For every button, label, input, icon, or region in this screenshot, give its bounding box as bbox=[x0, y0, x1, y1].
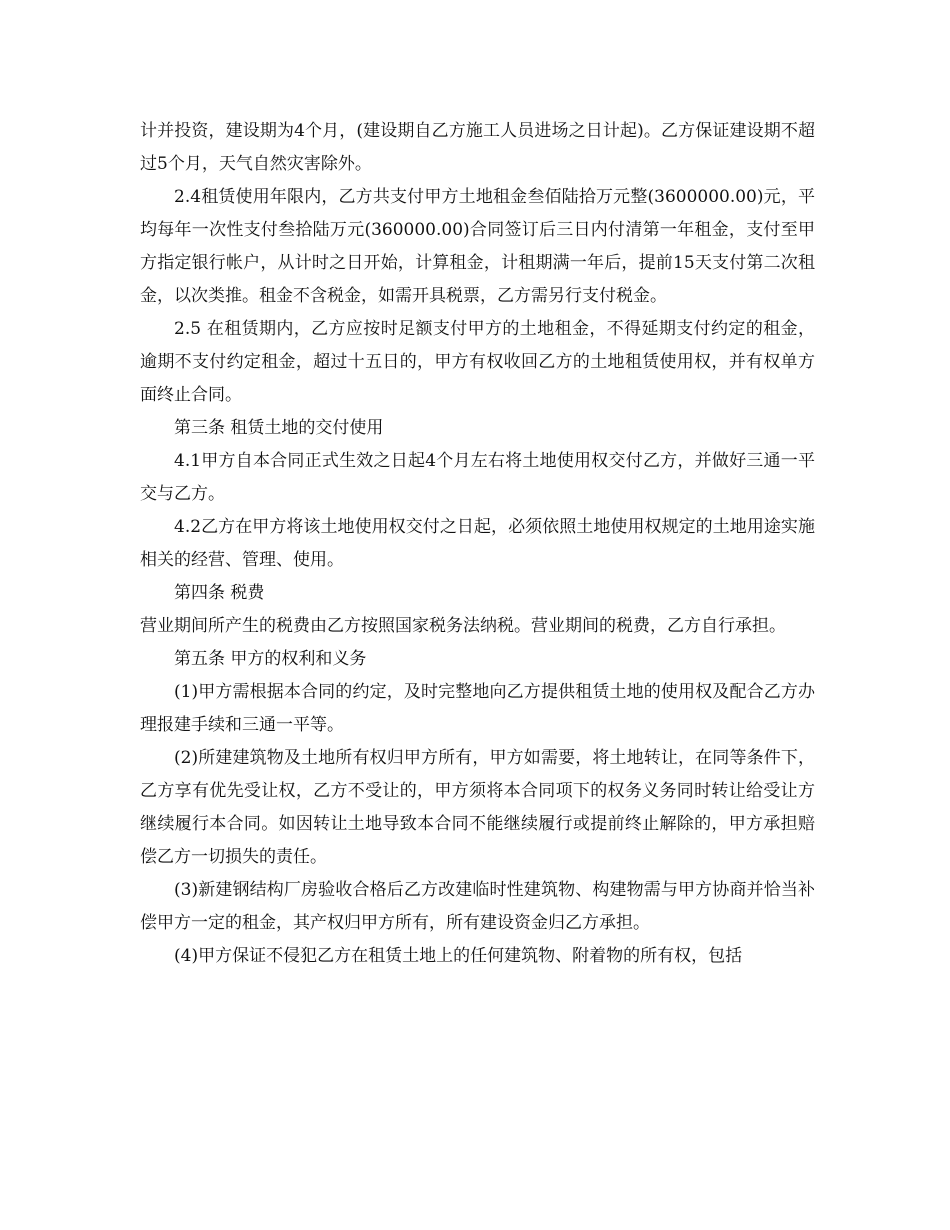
paragraph-party-a-duty-1: (1)甲方需根据本合同的约定，及时完整地向乙方提供租赁土地的使用权及配合乙方办理报建手续和三通一平等。 bbox=[140, 682, 815, 735]
paragraph-2-4-rent-payment: 2.4租赁使用年限内，乙方共支付甲方土地租金叁佰陆拾万元整(3600000.00)元，平均每年一次性支付叁拾陆万元(360000.00)合同签订后三日内付清第一年租金，支付至甲方指定银行帐户，从计时之日开始，计算租金，计租期满一年后，提前15天支付第二次租金，以次类推。租金不含税金，如需开具税票，乙方需另行支付税金。 bbox=[140, 187, 815, 306]
paragraph-taxes: 营业期间所产生的税费由乙方按照国家税务法纳税。营业期间的税费，乙方自行承担。 bbox=[140, 616, 786, 636]
paragraph-4-2-usage: 4.2乙方在甲方将该土地使用权交付之日起，必须依照土地使用权规定的土地用途实施相关的经营、管理、使用。 bbox=[140, 517, 815, 570]
paragraph-party-a-duty-3: (3)新建钢结构厂房验收合格后乙方改建临时性建筑物、构建物需与甲方协商并恰当补偿甲方一定的租金，其产权归甲方所有，所有建设资金归乙方承担。 bbox=[140, 880, 815, 933]
paragraph-2-5-late-payment: 2.5 在租赁期内，乙方应按时足额支付甲方的土地租金，不得延期支付约定的租金，逾期不支付约定租金，超过十五日的，甲方有权收回乙方的土地租赁使用权，并有权单方面终止合同。 bbox=[140, 319, 815, 405]
section-heading-article-4: 第四条 税费 bbox=[174, 583, 265, 603]
paragraph-construction-period: 计并投资，建设期为4个月，(建设期自乙方施工人员进场之日计起)。乙方保证建设期不超过5个月，天气自然灾害除外。 bbox=[140, 121, 815, 174]
document-page bbox=[140, 115, 815, 973]
paragraph-party-a-duty-4: (4)甲方保证不侵犯乙方在租赁土地上的任何建筑物、附着物的所有权，包括 bbox=[174, 946, 743, 966]
section-heading-article-5: 第五条 甲方的权利和义务 bbox=[174, 649, 367, 669]
paragraph-party-a-duty-2: (2)所建建筑物及土地所有权归甲方所有，甲方如需要，将土地转让，在同等条件下，乙方享有优先受让权，乙方不受让的，甲方须将本合同项下的权务义务同时转让给受让方继续履行本合同。如因转让土地导致本合同不能继续履行或提前终止解除的，甲方承担赔偿乙方一切损失的责任。 bbox=[140, 748, 815, 867]
section-heading-article-3: 第三条 租赁土地的交付使用 bbox=[174, 418, 384, 438]
paragraph-4-1-delivery: 4.1甲方自本合同正式生效之日起4个月左右将土地使用权交付乙方，并做好三通一平交与乙方。 bbox=[140, 451, 815, 504]
